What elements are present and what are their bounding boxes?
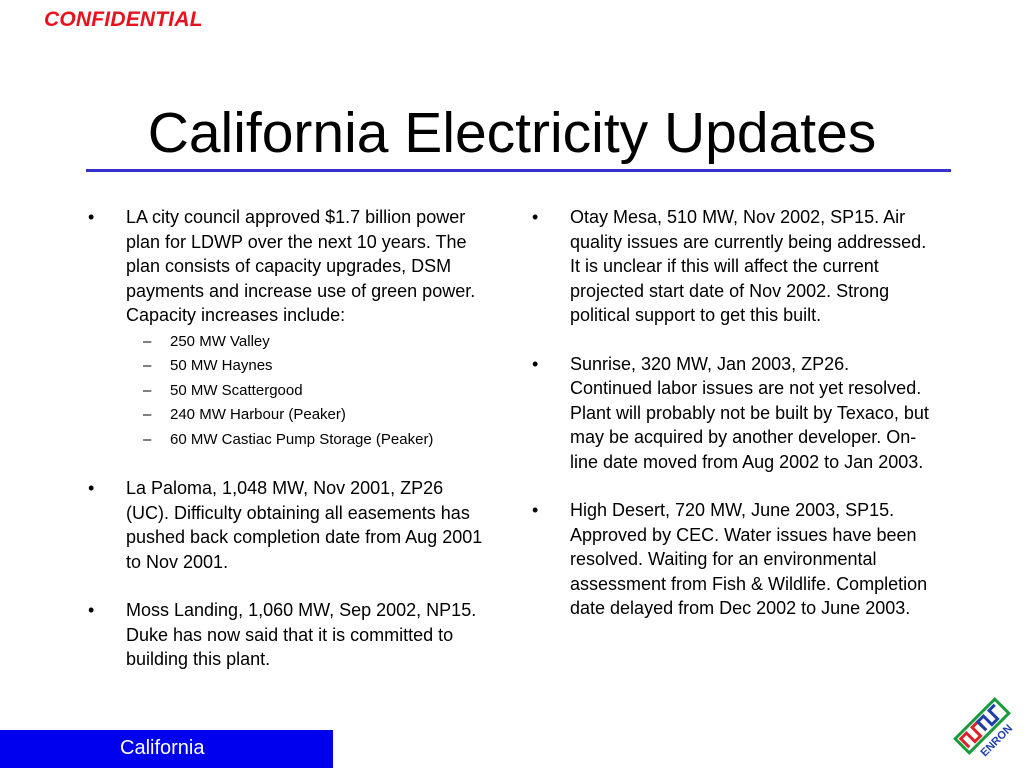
sub-list	[126, 330, 486, 453]
sub-list-item	[126, 354, 486, 379]
right-column	[530, 205, 930, 645]
sub-item-text: 250 MW Valley	[170, 332, 270, 350]
dash-icon: –	[143, 357, 152, 374]
list-item-text: LA city council approved $1.7 billion power plan for LDWP over the next 10 years. The plan consists of capacity upgrades, DSM payments and increase use of green power. Capacity increases include:	[126, 207, 476, 325]
sub-item-text: 60 MW Castiac Pump Storage (Peaker)	[170, 430, 434, 448]
title-divider	[86, 169, 951, 172]
left-column	[86, 205, 486, 696]
bullet-icon: •	[88, 207, 95, 227]
logo-text: ENRON	[978, 722, 1016, 760]
list-item	[86, 205, 486, 452]
page-title: California Electricity Updates	[147, 101, 877, 165]
bullet-icon: •	[532, 353, 539, 374]
list-item-text: La Paloma, 1,048 MW, Nov 2001, ZP26 (UC). Difficulty obtaining all easements has pushed back completion date from Aug 2001 to Nov 2001.	[126, 478, 483, 572]
list-item-text: Moss Landing, 1,060 MW, Sep 2002, NP15. Duke has now said that it is committed to building this plant.	[126, 600, 477, 669]
sub-list-item	[126, 379, 486, 404]
list-item	[530, 498, 930, 621]
sub-list-item	[126, 428, 486, 453]
sub-item-text: 240 MW Harbour (Peaker)	[170, 406, 346, 423]
dash-icon: –	[143, 332, 152, 350]
list-item	[86, 476, 486, 574]
sub-list-item	[126, 330, 486, 355]
list-item	[86, 598, 486, 672]
list-item-text: High Desert, 720 MW, June 2003, SP15. Approved by CEC. Water issues have been resolved. Waiting for an environmental assessment from Fish & Wildlife. Completion date delayed from Dec 2002 to June 2003.	[570, 500, 928, 618]
bullet-icon: •	[532, 207, 539, 227]
enron-logo-icon	[946, 690, 1018, 762]
list-item	[530, 205, 930, 328]
list-item	[530, 352, 930, 475]
bullet-icon: •	[88, 600, 95, 620]
dash-icon: –	[143, 381, 152, 399]
list-item-text: Otay Mesa, 510 MW, Nov 2002, SP15. Air quality issues are currently being addressed. It is unclear if this will affect the current projected start date of Nov 2002. Strong political support to get this built.	[570, 207, 927, 325]
dash-icon: –	[143, 430, 152, 448]
bullet-icon: •	[88, 478, 95, 498]
list-item-text: Sunrise, 320 MW, Jan 2003, ZP26. Continued labor issues are not yet resolved. Plant will probably not be built by Texaco, but may be acquired by another developer. On-line date moved from Aug 2002 to Jan 2003.	[570, 353, 929, 472]
sub-item-text: 50 MW Haynes	[170, 357, 273, 374]
dash-icon: –	[143, 406, 152, 423]
sub-item-text: 50 MW Scattergood	[170, 381, 303, 399]
bullet-icon: •	[532, 500, 539, 520]
sub-list-item	[126, 403, 486, 428]
footer-label: California	[120, 737, 205, 759]
footer-bar	[0, 730, 333, 768]
confidential-label: CONFIDENTIAL	[44, 8, 203, 31]
